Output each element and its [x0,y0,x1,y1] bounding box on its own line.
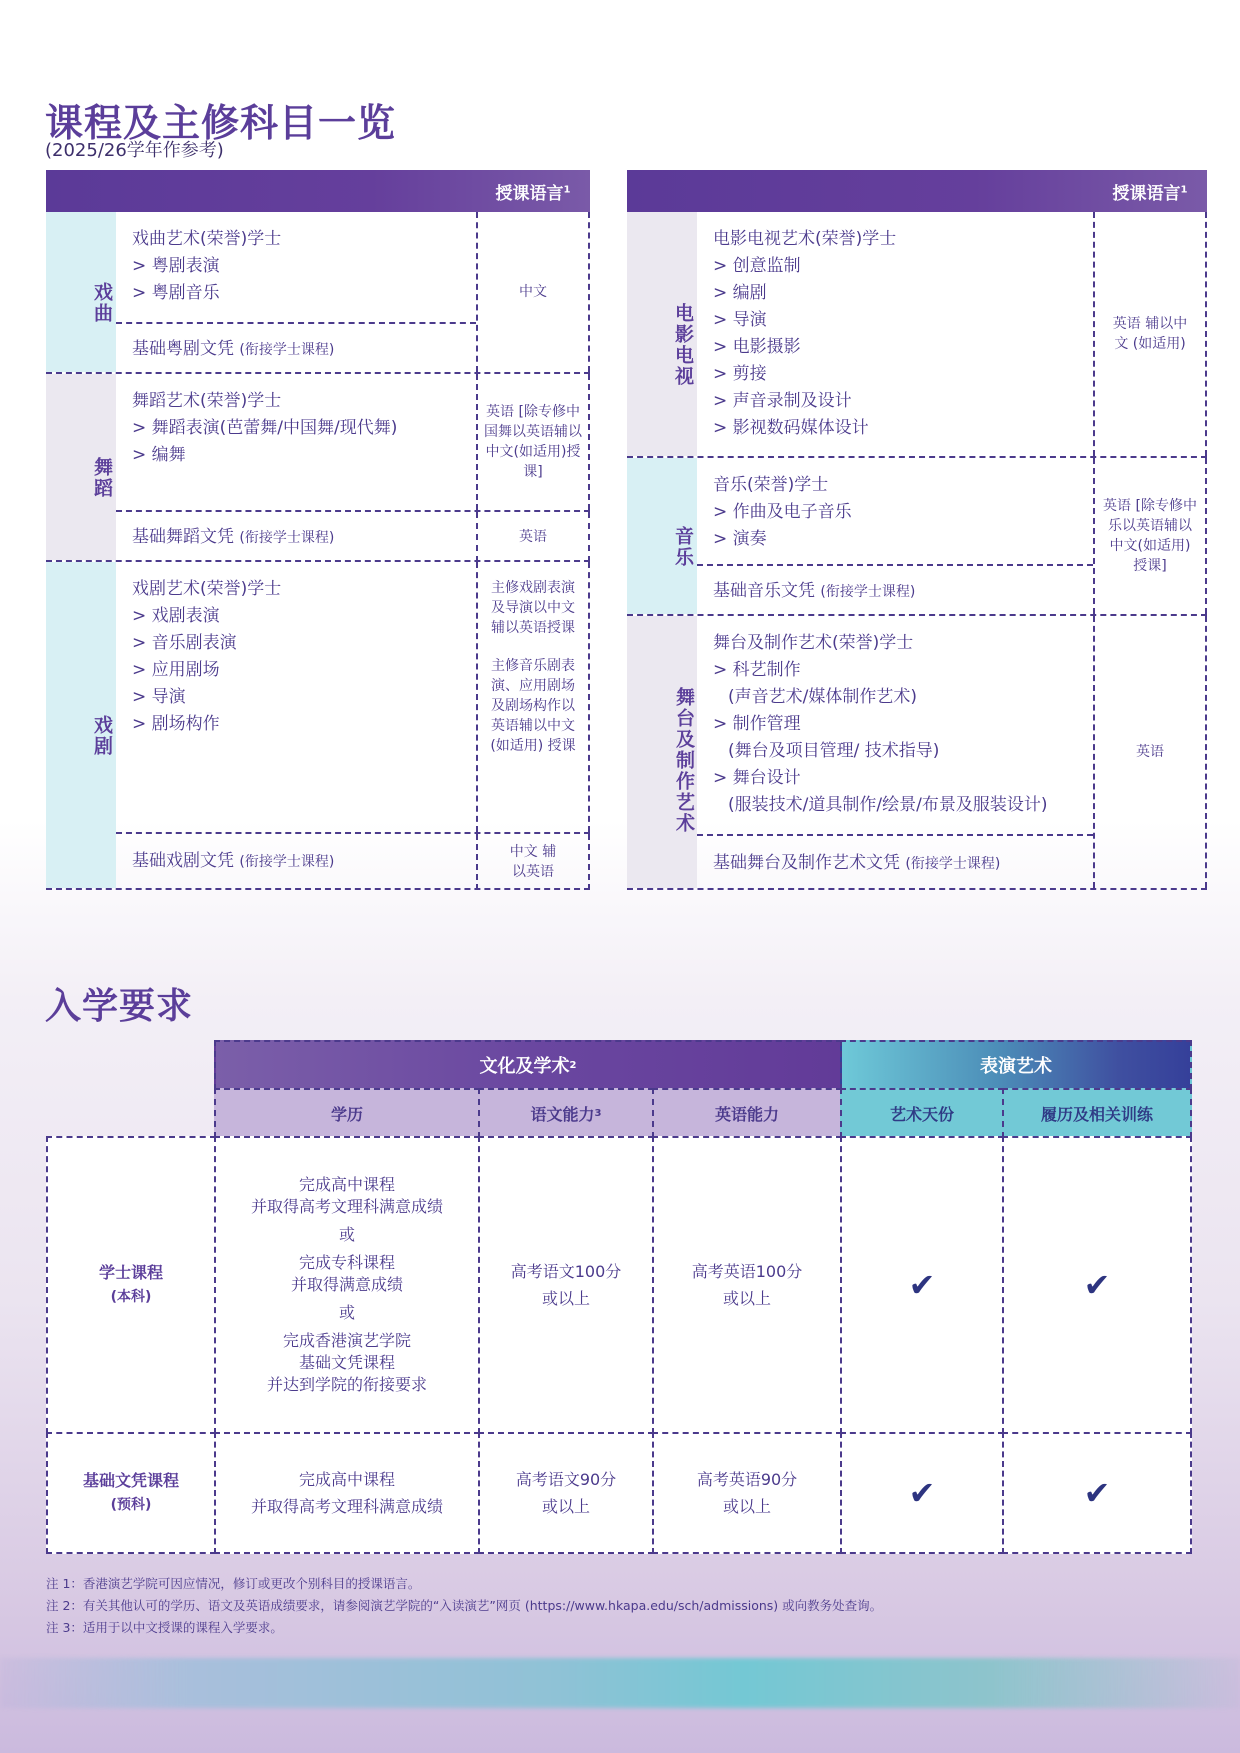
training-cell [1002,1432,1192,1554]
programme-cell: 基础舞蹈文凭 (衔接学士课程) [132,527,335,547]
talent-cell [840,1432,1004,1554]
check-icon: ✔ [908,1474,936,1512]
programme-cell: 电影电视艺术(荣誉)学士 > 创意监制 > 编剧 > 导演 > 电影摄影 > 剪接 > 声音录制及设计 > 影视数码媒体设计 [713,229,897,438]
group-music [627,458,1207,616]
group-xiqu [46,212,590,374]
page-subtitle: (2025/26学年作参考) [45,140,224,161]
education-cell: 完成高中课程 并取得高考文理科满意成绩 [214,1432,480,1554]
programme-cell: 舞台及制作艺术(荣誉)学士 > 科艺制作 (声音艺术/媒体制作艺术) > 制作管理 (舞台及项目管理/ 技术指导) > 舞台设计 (服装技术/道具制作/绘景/布景及服装设计) [713,633,1048,815]
group-dance [46,374,590,562]
category-label: 电影电视 [627,212,697,456]
language-cell: 英语 辅以中文 (如适用) [1093,212,1207,456]
english-cell: 高考英语100分 或以上 [652,1136,842,1434]
language-cell: 主修戏剧表演及导演以中文辅以英语授课 主修音乐剧表演、应用剧场及剧场构作以英语辅以中文(如适用) 授课 [476,562,590,832]
training-cell [1002,1136,1192,1434]
subheader-education: 学历 [214,1088,480,1138]
language-cell: 中文 辅以英语 [476,834,590,890]
group-theatre-production [627,616,1207,890]
programme-table-left [46,170,590,890]
programme-cell: 基础音乐文凭 (衔接学士课程) [713,581,916,601]
page-title: 课程及主修科目一览 [45,101,397,145]
category-label: 戏曲 [46,212,116,372]
programme-cell: 戏剧艺术(荣誉)学士 > 戏剧表演 > 音乐剧表演 > 应用剧场 > 导演 > 剧场构作 [132,579,282,734]
admission-title: 入学要求 [45,986,194,1027]
english-cell: 高考英语90分 或以上 [652,1432,842,1554]
group-film-tv [627,212,1207,458]
subheader-chinese: 语文能力 3 [478,1088,654,1138]
check-icon: ✔ [908,1266,936,1304]
language-cell: 英语 [除专修中国舞以英语辅以中文(如适用)授课] [476,374,590,510]
footnote-2: 注 2：有关其他认可的学历、语文及英语成绩要求，请参阅演艺学院的“入读演艺”网页 (https://www.hkapa.edu/sch/admissions) 或向教务处查询。 [46,1598,883,1613]
check-icon: ✔ [1083,1266,1111,1304]
table-header: 授课语言$^1$ [627,170,1207,212]
programme-table-right [627,170,1207,890]
group-header-performing-arts: 表演艺术 [840,1040,1192,1090]
chinese-cell: 高考语文90分 或以上 [478,1432,654,1554]
category-label: 舞蹈 [46,374,116,560]
footnote-1: 注 1：香港演艺学院可因应情况，修订或更改个别科目的授课语言。 [46,1576,421,1591]
lang-header: 授课语言 [1112,183,1181,204]
programme-cell: 基础粤剧文凭 (衔接学士课程) [132,339,335,359]
language-cell: 英语 [除专修中乐以英语辅以中文(如适用)授课] [1093,458,1207,614]
footnote-3: 注 3：适用于以中文授课的课程入学要求。 [46,1620,283,1635]
check-icon: ✔ [1083,1474,1111,1512]
chinese-cell: 高考语文100分 或以上 [478,1136,654,1434]
group-header-academic: 文化及学术 2 [214,1040,842,1090]
row-label-foundation: 基础文凭课程 (预科) [46,1432,216,1554]
category-label: 音乐 [627,458,697,614]
decorative-gradient-band [0,1658,1240,1708]
group-drama [46,562,590,890]
subheader-training: 履历及相关训练 [1002,1088,1192,1138]
table-header: 授课语言$^1$ [46,170,590,212]
programme-cell: 音乐(荣誉)学士 > 作曲及电子音乐 > 演奏 [713,475,852,549]
programme-cell: 基础舞台及制作艺术文凭 (衔接学士课程) [713,853,1001,873]
programme-cell: 舞蹈艺术(荣誉)学士 > 舞蹈表演(芭蕾舞/中国舞/现代舞) > 编舞 [132,391,398,465]
language-cell: 英语 [476,512,590,562]
subheader-english: 英语能力 [652,1088,842,1138]
programme-cell: 基础戏剧文凭 (衔接学士课程) [132,851,335,871]
subheader-talent: 艺术天份 [840,1088,1004,1138]
programme-cell: 戏曲艺术(荣誉)学士 > 粤剧表演 > 粤剧音乐 [132,229,282,303]
category-label: 舞台及制作艺术 [627,616,697,888]
footnotes [46,1573,882,1639]
education-cell: 完成高中课程 并取得高考文理科满意成绩 或 完成专科课程 并取得满意成绩 或 完成香港演艺学院 基础文凭课程 并达到学院的衔接要求 [214,1136,480,1434]
lang-header: 授课语言 [495,183,564,204]
category-label: 戏剧 [46,562,116,888]
talent-cell [840,1136,1004,1434]
language-cell: 中文 [476,212,590,372]
row-label-bachelor: 学士课程 (本科) [46,1136,216,1434]
language-cell: 英语 [1093,616,1207,888]
